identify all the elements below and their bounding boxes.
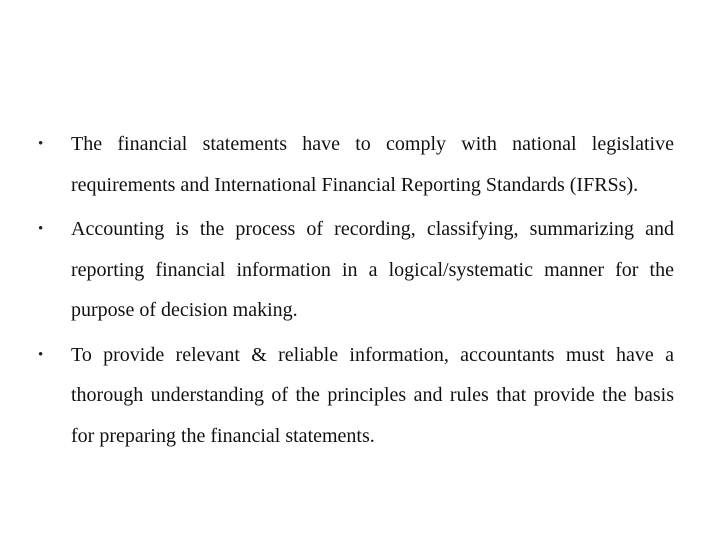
bullet-item-accounting-definition	[38, 209, 674, 331]
bullet-item-ifrs-compliance	[38, 124, 674, 205]
bullet-list	[38, 124, 674, 460]
bullet-icon: •	[38, 221, 44, 237]
bullet-text: The financial statements have to comply with national legislative requirements and International Financial Reporting Standards (IFRSs).	[71, 133, 674, 196]
bullet-icon: •	[38, 136, 44, 152]
bullet-text: Accounting is the process of recording, classifying, summarizing and reporting financial information in a logical/systematic manner for the purpose of decision making.	[71, 218, 674, 321]
bullet-icon: •	[38, 346, 44, 363]
bullet-item-accountant-understanding	[38, 335, 674, 457]
bullet-text: To provide relevant & reliable information, accountants must have a thorough understanding of the principles and rules that provide the basis for preparing the financial statements.	[71, 343, 674, 447]
